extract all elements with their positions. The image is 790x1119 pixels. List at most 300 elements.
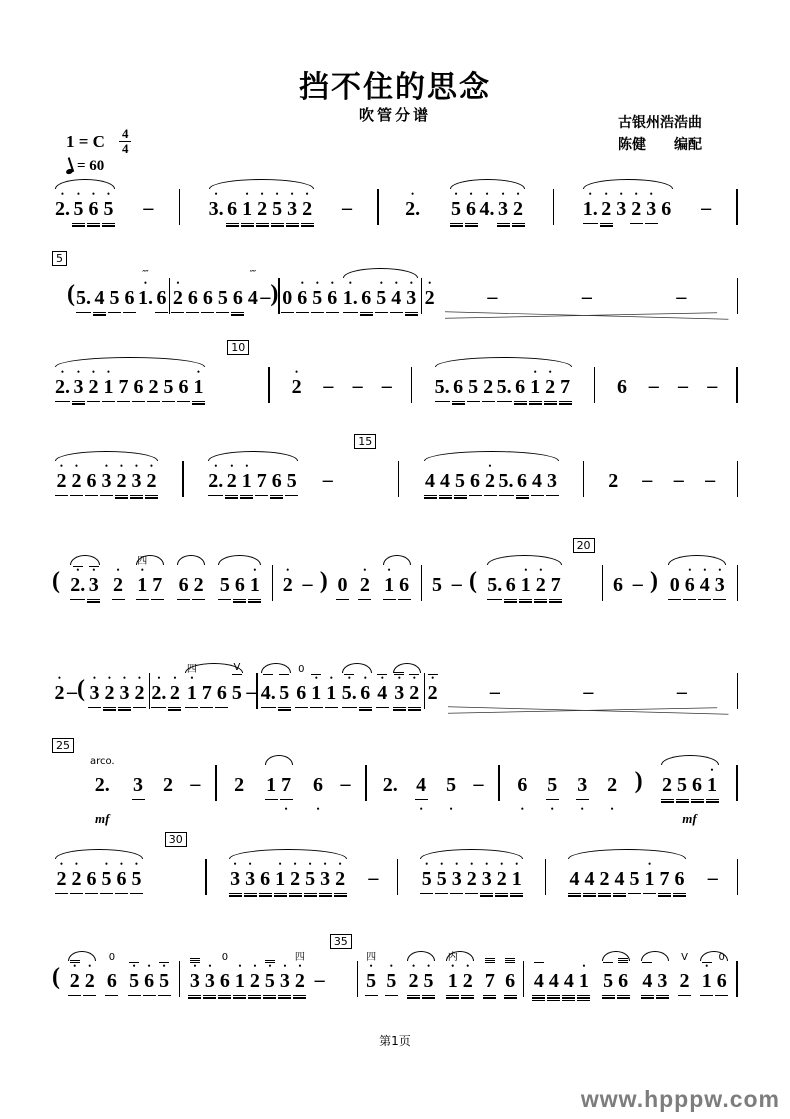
page-subtitle: 吹管分谱 (358, 106, 431, 124)
barline (397, 859, 398, 895)
underline (225, 497, 238, 498)
music-note (289, 848, 302, 907)
duration-dash: – (352, 375, 363, 397)
music-note (319, 848, 332, 907)
barline (498, 765, 499, 801)
octave-dot-below (689, 606, 691, 613)
barline (602, 565, 603, 601)
barline (179, 189, 180, 225)
note-digit: 2 (599, 868, 610, 890)
underline (359, 707, 372, 708)
underline (229, 893, 242, 894)
octave-dot-above: • (91, 189, 96, 199)
underline (454, 497, 467, 498)
underline (415, 799, 428, 800)
underline (700, 995, 713, 996)
octave-dot-below (489, 502, 491, 509)
note-digit: 4 (391, 287, 402, 309)
octave-dot-below (365, 319, 367, 326)
underline (514, 403, 527, 404)
duration-dash: – (705, 469, 716, 491)
measure-number: 20 (573, 538, 595, 553)
note-digit: 6 (144, 970, 155, 992)
underline (248, 995, 261, 996)
slur-group (565, 848, 689, 907)
duration-dash: – (676, 286, 687, 308)
underline (628, 893, 641, 894)
underline (407, 995, 420, 996)
octave-dot-below (77, 230, 79, 237)
octave-dot-below (224, 606, 226, 613)
octave-dot-below (98, 319, 100, 326)
octave-dot-above (663, 861, 665, 868)
note-digit: 2 (54, 682, 65, 704)
octave-dot-below (174, 714, 176, 721)
note-digit: 2. (55, 198, 70, 220)
underline (598, 893, 611, 894)
note-digit: 6 (517, 470, 527, 492)
music-note (130, 450, 143, 509)
music-note (225, 450, 238, 509)
underline (547, 995, 560, 996)
octave-dot-below (215, 502, 217, 509)
music-note (600, 178, 613, 237)
music-note (100, 848, 113, 907)
octave-dot-below (412, 230, 414, 237)
credits (618, 112, 702, 156)
note-digit: 1 (249, 574, 260, 596)
note-digit: 2. (94, 774, 110, 796)
octave-dot-above: • (74, 461, 79, 471)
underline (390, 312, 403, 313)
barline (737, 461, 738, 497)
duration-dash: – (677, 375, 688, 397)
octave-dot-above (221, 675, 223, 682)
underline (454, 495, 467, 496)
octave-dot-above: • (466, 961, 470, 971)
note-digit: 6 (86, 470, 97, 492)
octave-dot-below (555, 606, 557, 613)
slur-group (417, 848, 526, 907)
music-note (607, 450, 620, 509)
underline (295, 707, 308, 708)
underline (301, 225, 314, 226)
octave-dot-below (665, 230, 667, 237)
note-digit: 2. (151, 682, 167, 704)
octave-dot-below (77, 606, 79, 613)
underline (289, 895, 302, 896)
octave-dot-above (441, 369, 443, 376)
barline (523, 961, 524, 997)
underline (147, 401, 160, 402)
octave-dot-above (231, 191, 233, 198)
underline (602, 997, 615, 998)
octave-dot-below (234, 900, 236, 907)
octave-dot-above (285, 767, 287, 774)
octave-dot-below (133, 1002, 135, 1009)
octave-dot-above (681, 767, 683, 774)
underline (656, 997, 669, 998)
music-note (70, 554, 85, 613)
octave-dot-below: • (550, 804, 554, 814)
slur-group (52, 178, 118, 237)
underline (115, 497, 128, 498)
note-digit: 5. (76, 287, 91, 309)
music-note (435, 356, 450, 415)
beam-group (85, 662, 149, 721)
octave-dot-above: • (157, 673, 161, 683)
octave-dot-above: • (119, 461, 124, 471)
music-note (562, 950, 575, 1009)
octave-dot-above: • (710, 765, 714, 775)
underline (274, 893, 287, 894)
octave-dot-above (573, 861, 575, 868)
music-note (497, 178, 510, 237)
open-paren: ( (52, 568, 60, 594)
music-note (132, 356, 145, 415)
music-note (516, 450, 529, 509)
octave-dot-above: • (208, 961, 212, 971)
underline (529, 403, 542, 404)
octave-dot-above (581, 767, 583, 774)
music-note (446, 950, 459, 1009)
note-digit: 6 (116, 868, 127, 890)
underline (715, 995, 728, 996)
music-note (656, 950, 669, 1009)
octave-dot-above (207, 280, 209, 287)
octave-dot-below (549, 408, 551, 415)
octave-dot-below (517, 230, 519, 237)
note-digit: 1 (242, 198, 253, 220)
beam-group (529, 950, 593, 1009)
measure-number: 15 (354, 434, 376, 449)
key-text: 1 = C (66, 131, 105, 151)
music-note (143, 950, 156, 1009)
underline (70, 599, 85, 600)
note-digit: 3 (131, 470, 142, 492)
octave-dot-above: • (688, 565, 692, 575)
note-digit: 4. (479, 198, 495, 220)
music-note (450, 848, 463, 907)
underline (136, 599, 149, 600)
note-digit: 2 (116, 470, 127, 492)
octave-dot-above (224, 567, 226, 574)
underline (216, 312, 229, 313)
music-note (255, 450, 268, 509)
octave-dot-above (661, 963, 663, 970)
octave-dot-above: • (119, 859, 124, 869)
measure-number: 25 (52, 738, 74, 753)
underline (55, 495, 68, 496)
octave-dot-above (618, 861, 620, 868)
music-note (171, 267, 184, 326)
octave-dot-above: • (703, 565, 707, 575)
underline (256, 225, 269, 226)
octave-dot-below (128, 319, 130, 326)
note-digit: 3 (204, 970, 215, 992)
note-digit: 7 (560, 376, 571, 398)
music-line-6 (52, 662, 738, 720)
note-digit: 5 (547, 774, 558, 796)
octave-dot-below (436, 606, 438, 613)
slur-group (340, 267, 421, 326)
music-note (218, 554, 231, 613)
octave-dot-above: • (60, 367, 65, 377)
note-digit: 6 (505, 970, 516, 992)
note-digit: 5 (423, 970, 434, 992)
underline (706, 801, 719, 802)
duration-dash: – (701, 197, 712, 219)
note-digit: 2 (409, 682, 420, 704)
music-note (676, 754, 689, 813)
note-digit: 3 (657, 970, 668, 992)
duration-dash: – (473, 773, 484, 795)
octave-dot-above (489, 963, 491, 970)
music-note (325, 662, 338, 721)
octave-dot-below (553, 1002, 555, 1009)
octave-dot-below (324, 900, 326, 907)
music-note (484, 450, 497, 509)
underline (241, 223, 254, 224)
music-note (55, 178, 70, 237)
underline (218, 997, 231, 998)
underline (226, 225, 239, 226)
note-digit: 3 (89, 682, 100, 704)
note-digit: 7 (550, 574, 561, 596)
slur-group (380, 554, 414, 613)
barline (737, 673, 738, 709)
music-note (452, 356, 465, 415)
octave-dot-above (286, 280, 288, 287)
underline (641, 995, 654, 996)
underline (544, 403, 557, 404)
music-note (133, 662, 146, 721)
music-note (360, 267, 373, 326)
underline (105, 995, 118, 996)
octave-dot-above: • (214, 189, 218, 199)
underline (112, 599, 125, 600)
barline (421, 278, 422, 314)
octave-dot-above: • (233, 859, 237, 869)
underline (88, 707, 101, 708)
music-note (87, 554, 100, 613)
note-digit: 3. (208, 198, 224, 220)
octave-dot-above: • (604, 189, 608, 199)
underline (85, 495, 98, 496)
duration-dash: – (676, 681, 687, 703)
underline (248, 601, 261, 602)
underline (383, 599, 396, 600)
music-note (117, 356, 130, 415)
octave-dot-below (182, 408, 184, 415)
music-note (713, 554, 726, 613)
music-note (76, 267, 91, 326)
octave-dot-above: • (501, 189, 505, 199)
underline (226, 223, 239, 224)
annotation-text: 0 (298, 664, 305, 675)
note-digit: 2 (134, 682, 145, 704)
note-digit: 7 (201, 682, 212, 704)
octave-dot-below (137, 408, 139, 415)
note-digit: 7 (659, 868, 670, 890)
octave-dot-above (122, 369, 124, 376)
octave-dot-below (501, 900, 503, 907)
music-note (668, 554, 681, 613)
octave-dot-below (589, 230, 591, 237)
note-digit: 6 (466, 198, 477, 220)
octave-dot-below (144, 319, 146, 326)
tempo-value: = 60 (77, 158, 105, 174)
underline (516, 495, 529, 496)
underline (568, 895, 581, 896)
octave-dot-below (246, 230, 248, 237)
underline (617, 997, 630, 998)
duration-dash: – (143, 197, 154, 219)
slur-group (339, 662, 375, 721)
octave-dot-above (646, 963, 648, 970)
underline (271, 225, 284, 226)
duration-dash: – (489, 681, 500, 703)
underline (72, 401, 85, 402)
barline (272, 565, 273, 601)
octave-dot-above (603, 861, 605, 868)
underline (311, 312, 324, 313)
octave-dot-above: • (73, 961, 77, 971)
music-note (158, 950, 171, 1009)
measure-number: 5 (52, 251, 67, 266)
note-digit: 2 (193, 574, 204, 596)
note-digit: 5. (496, 376, 512, 398)
octave-dot-below (92, 230, 94, 237)
barline (398, 461, 399, 497)
music-note (617, 950, 630, 1009)
note-digit: 5 (603, 970, 614, 992)
octave-dot-below (459, 502, 461, 509)
underline (487, 599, 502, 600)
music-note (162, 356, 175, 415)
duration-dash: – (190, 773, 201, 795)
music-note (504, 950, 517, 1009)
music-note (546, 450, 559, 509)
hairpin-dashes (445, 267, 728, 322)
octave-dot-below (486, 900, 488, 907)
music-note (510, 848, 523, 907)
music-note (281, 554, 294, 613)
underline (102, 223, 115, 224)
music-note (334, 848, 347, 907)
underline (450, 225, 463, 226)
octave-dot-above: • (428, 278, 432, 288)
underline (132, 401, 145, 402)
note-digit: 5 (629, 868, 640, 890)
underline (359, 709, 372, 710)
note-digit: 6 (232, 287, 243, 309)
underline (435, 401, 450, 402)
octave-dot-below (540, 606, 542, 613)
octave-dot-below (573, 900, 575, 907)
octave-dot-above (678, 861, 680, 868)
note-digit: 3 (279, 970, 290, 992)
underline (72, 223, 85, 224)
octave-dot-below (82, 319, 84, 326)
underline (151, 707, 166, 708)
music-note (246, 267, 259, 326)
measure-number: 30 (165, 832, 187, 847)
music-note (192, 554, 205, 613)
octave-dot-below (283, 714, 285, 721)
octave-dot-below (291, 502, 293, 509)
octave-dot-below (666, 806, 668, 813)
octave-dot-above (474, 463, 476, 470)
octave-dot-below (678, 900, 680, 907)
underline (661, 801, 674, 802)
underline (296, 312, 309, 313)
barline (377, 189, 378, 225)
close-paren: ) (650, 568, 659, 594)
note-digit: 2. (382, 774, 398, 796)
note-digit: 3 (498, 198, 509, 220)
octave-dot-above: • (143, 278, 148, 288)
tempo-marking (66, 158, 104, 175)
underline (271, 223, 284, 224)
underline (255, 495, 268, 496)
note-digit: 5 (217, 287, 228, 309)
note-digit: 1 (241, 470, 252, 492)
music-note (280, 754, 293, 813)
octave-dot-above (403, 567, 405, 574)
octave-dot-above: • (515, 859, 519, 869)
octave-dot-above: • (582, 961, 586, 971)
note-digit: 4 (416, 774, 427, 796)
music-note (480, 848, 493, 907)
underline (630, 223, 643, 224)
music-note (482, 356, 495, 415)
note-digit: 1 (578, 970, 589, 992)
octave-dot-above: • (533, 367, 537, 377)
note-digit: 6 (327, 287, 338, 309)
octave-dot-below (224, 1002, 226, 1009)
octave-dot-below (663, 900, 665, 907)
note-digit: 2 (608, 470, 619, 492)
slur-group (65, 950, 99, 1009)
slur-group (697, 950, 731, 1009)
note-digit: 3 (230, 868, 241, 890)
note-digit: 7 (281, 774, 292, 796)
underline (281, 312, 294, 313)
octave-dot-below (427, 1002, 429, 1009)
music-note (261, 662, 276, 721)
octave-dot-above (622, 963, 624, 970)
octave-dot-below (503, 408, 505, 415)
duration-dash: – (260, 286, 271, 308)
octave-dot-above: • (268, 961, 272, 971)
duration-dash: – (642, 469, 653, 491)
octave-dot-above (721, 963, 723, 970)
music-note (85, 848, 98, 907)
octave-dot-above (82, 280, 84, 287)
underline (405, 312, 418, 313)
octave-dot-below (221, 714, 223, 721)
music-note (55, 450, 68, 509)
octave-dot-below (617, 606, 619, 613)
slur-group (52, 356, 208, 415)
octave-dot-above: • (245, 461, 249, 471)
octave-dot-above (536, 463, 538, 470)
underline (547, 997, 560, 998)
music-line-4 (52, 435, 738, 508)
music-note (130, 848, 143, 907)
octave-dot-below (301, 319, 303, 326)
